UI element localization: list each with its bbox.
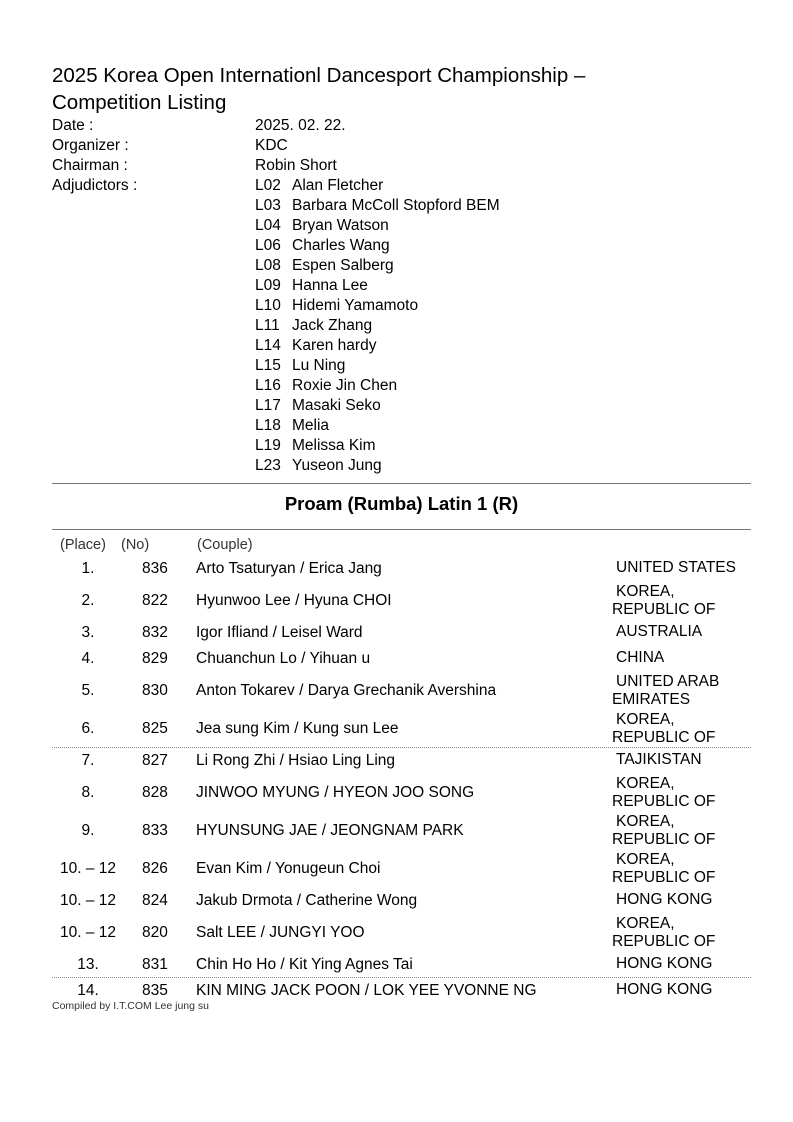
adjudicator-name: Melissa Kim [292, 437, 376, 454]
result-number: 832 [142, 624, 168, 641]
result-country [612, 559, 752, 577]
country-line: REPUBLIC OF [612, 831, 716, 848]
adjudicator-item [255, 276, 500, 296]
adjudicator-list [255, 176, 500, 476]
adjudicator-code: L16 [255, 377, 281, 394]
country-line: EMIRATES [612, 691, 691, 708]
result-row [52, 812, 751, 850]
country-line: UNITED ARAB [616, 673, 720, 690]
adjudicator-name: Roxie Jin Chen [292, 377, 398, 394]
adjudicator-item [255, 316, 500, 336]
adjudicator-code: L09 [255, 277, 281, 294]
result-place: 9. [81, 822, 95, 839]
result-number: 827 [142, 752, 168, 769]
adjudicator-code: L02 [255, 177, 281, 194]
meta-row-organizer [52, 136, 346, 156]
result-row [52, 582, 751, 620]
adjudicator-code: L06 [255, 237, 281, 254]
adjudicator-name: Melia [292, 417, 330, 434]
result-couple: Anton Tokarev / Darya Grechanik Avershina [196, 682, 497, 699]
result-place: 14. [77, 982, 99, 999]
adjudicator-code: L14 [255, 337, 281, 354]
adjudicator-name: Espen Salberg [292, 257, 394, 274]
result-couple: KIN MING JACK POON / LOK YEE YVONNE NG [196, 982, 537, 999]
adjudicator-name: Yuseon Jung [292, 457, 382, 474]
footer-credit: Compiled by I.T.COM Lee jung su [52, 1000, 209, 1012]
result-row [52, 672, 751, 710]
adjudicator-code: L23 [255, 457, 281, 474]
adjudicator-item [255, 456, 500, 476]
result-couple: Chuanchun Lo / Yihuan u [196, 650, 371, 667]
result-place: 5. [81, 682, 95, 699]
country-line: CHINA [616, 649, 665, 666]
country-line: REPUBLIC OF [612, 729, 716, 746]
adjudicator-name: Charles Wang [292, 237, 390, 254]
country-line: KOREA, [616, 583, 675, 600]
result-place: 13. [77, 956, 99, 973]
result-place: 10. – 12 [59, 892, 117, 909]
result-number: 822 [142, 592, 168, 609]
country-line: KOREA, [616, 813, 675, 830]
result-couple: Evan Kim / Yonugeun Choi [196, 860, 381, 877]
result-row [52, 620, 751, 646]
result-country [612, 981, 752, 999]
result-place: 10. – 12 [59, 924, 117, 941]
adjudicator-item [255, 256, 500, 276]
meta-label: Date : [52, 117, 94, 134]
result-place: 4. [81, 650, 95, 667]
result-place: 8. [81, 784, 95, 801]
adjudicator-item [255, 436, 500, 456]
adjudicator-name: Hanna Lee [292, 277, 368, 294]
adjudicator-name: Karen hardy [292, 337, 377, 354]
result-couple: Salt LEE / JUNGYI YOO [196, 924, 365, 941]
result-couple: HYUNSUNG JAE / JEONGNAM PARK [196, 822, 464, 839]
result-row [52, 888, 751, 914]
country-line: REPUBLIC OF [612, 601, 716, 618]
result-country [612, 813, 752, 849]
adjudicator-item [255, 356, 500, 376]
result-number: 829 [142, 650, 168, 667]
result-place: 2. [81, 592, 95, 609]
result-country [612, 955, 752, 973]
adjudicator-code: L08 [255, 257, 281, 274]
country-line: UNITED STATES [616, 559, 736, 576]
adjudicator-code: L15 [255, 357, 281, 374]
result-row [52, 646, 751, 672]
adjudicator-name: Hidemi Yamamoto [292, 297, 419, 314]
adjudicator-code: L10 [255, 297, 281, 314]
result-country [612, 751, 752, 769]
adjudicator-name: Barbara McColl Stopford BEM [292, 197, 500, 214]
meta-label: Organizer : [52, 137, 129, 154]
country-line: HONG KONG [616, 955, 713, 972]
country-line: TAJIKISTAN [616, 751, 702, 768]
country-line: KOREA, [616, 711, 675, 728]
country-line: KOREA, [616, 851, 675, 868]
result-number: 820 [142, 924, 168, 941]
result-number: 824 [142, 892, 168, 909]
result-place: 7. [81, 752, 95, 769]
result-number: 835 [142, 982, 168, 999]
result-couple: Igor Ifliand / Leisel Ward [196, 624, 363, 641]
adjudicator-item [255, 396, 500, 416]
adjudicator-code: L03 [255, 197, 281, 214]
event-title: Proam (Rumba) Latin 1 (R) [284, 493, 519, 514]
country-line: KOREA, [616, 775, 675, 792]
header-no: (No) [121, 537, 150, 553]
result-country [612, 775, 752, 811]
result-row [52, 914, 751, 952]
result-country [612, 649, 752, 667]
result-number: 830 [142, 682, 168, 699]
adjudicator-item [255, 336, 500, 356]
adjudicator-name: Lu Ning [292, 357, 346, 374]
adjudicator-code: L11 [255, 317, 280, 334]
adjudicator-item [255, 216, 500, 236]
adjudicator-code: L19 [255, 437, 281, 454]
adjudicator-item [255, 236, 500, 256]
country-line: HONG KONG [616, 981, 713, 998]
results-table [52, 556, 751, 1004]
meta-value: 2025. 02. 22. [255, 117, 346, 134]
country-line: HONG KONG [616, 891, 713, 908]
result-row [52, 748, 751, 774]
adjudicator-name: Alan Fletcher [292, 177, 384, 194]
divider [52, 529, 751, 530]
result-country [612, 623, 752, 641]
result-row [52, 952, 751, 978]
adjudicator-item [255, 376, 500, 396]
result-row [52, 556, 751, 582]
adjudicator-name: Jack Zhang [292, 317, 373, 334]
meta-value: Robin Short [255, 157, 337, 174]
result-number: 836 [142, 560, 168, 577]
result-number: 831 [142, 956, 168, 973]
adjudicator-name: Masaki Seko [292, 397, 381, 414]
result-row [52, 850, 751, 888]
country-line: KOREA, [616, 915, 675, 932]
result-couple: Li Rong Zhi / Hsiao Ling Ling [196, 752, 396, 769]
result-row [52, 774, 751, 812]
adjudicator-item [255, 416, 500, 436]
result-place: 3. [81, 624, 95, 641]
adjudicator-code: L18 [255, 417, 281, 434]
result-row [52, 710, 751, 748]
result-country [612, 851, 752, 887]
meta-value: KDC [255, 137, 288, 154]
result-number: 833 [142, 822, 168, 839]
country-line: REPUBLIC OF [612, 793, 716, 810]
result-country [612, 583, 752, 619]
adjudicator-code: L04 [255, 217, 281, 234]
result-country [612, 711, 752, 747]
result-couple: Chin Ho Ho / Kit Ying Agnes Tai [196, 956, 413, 973]
country-line: REPUBLIC OF [612, 869, 716, 886]
adjudicator-name: Bryan Watson [292, 217, 389, 234]
adjudicator-item [255, 196, 500, 216]
result-couple: Arto Tsaturyan / Erica Jang [196, 560, 382, 577]
result-couple: Jea sung Kim / Kung sun Lee [196, 720, 399, 737]
adjudicator-item [255, 176, 500, 196]
meta-label: Adjudictors : [52, 177, 138, 194]
result-place: 10. – 12 [59, 860, 117, 877]
result-couple: Hyunwoo Lee / Hyuna CHOI [196, 592, 392, 609]
result-country [612, 891, 752, 909]
country-line: REPUBLIC OF [612, 933, 716, 950]
document-title: 2025 Korea Open Internationl Dancesport Championship – Competition Listing [52, 64, 586, 114]
divider [52, 483, 751, 484]
result-number: 825 [142, 720, 168, 737]
country-line: AUSTRALIA [616, 623, 703, 640]
header-place: (Place) [60, 537, 106, 553]
result-couple: Jakub Drmota / Catherine Wong [196, 892, 418, 909]
meta-label: Chairman : [52, 157, 128, 174]
adjudicator-item [255, 296, 500, 316]
result-country [612, 915, 752, 951]
result-country [612, 673, 752, 709]
result-place: 6. [81, 720, 95, 737]
meta-row-chairman [52, 156, 346, 176]
header-couple: (Couple) [197, 537, 253, 553]
adjudicator-code: L17 [255, 397, 281, 414]
meta-row-date [52, 116, 346, 136]
result-number: 826 [142, 860, 168, 877]
result-number: 828 [142, 784, 168, 801]
result-couple: JINWOO MYUNG / HYEON JOO SONG [196, 784, 475, 801]
result-place: 1. [81, 560, 95, 577]
